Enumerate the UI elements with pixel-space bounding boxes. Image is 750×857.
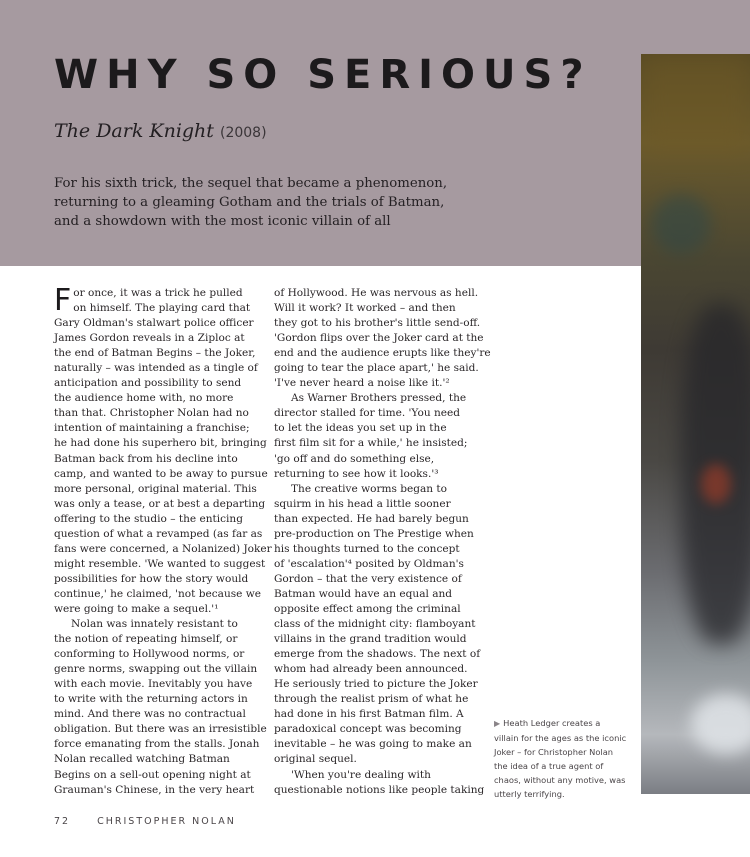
text-line: of 'escalation'⁴ posited by Oldman's <box>274 557 464 570</box>
text-line: to let the ideas you set up in the <box>274 422 447 435</box>
photo-caption <box>494 716 634 801</box>
text-line: possibilities for how the story would <box>54 572 249 585</box>
text-line: returning to see how it looks.'³ <box>274 467 439 480</box>
text-line: Gary Oldman's stalwart police officer <box>54 317 254 330</box>
text-line: than that. Christopher Nolan had no <box>54 407 249 420</box>
text-line: class of the midnight city: flamboyant <box>274 618 476 631</box>
text-line: intention of maintaining a franchise; <box>54 422 250 435</box>
text-line: whom had already been announced. <box>274 663 468 676</box>
caption-line <box>494 759 634 773</box>
text-line: obligation. But there was an irresistible <box>54 723 267 736</box>
page-footer <box>54 816 236 827</box>
text-line: 'I've never heard a noise like it.'² <box>274 377 450 390</box>
caption-line <box>494 745 634 759</box>
text-line: genre norms, swapping out the villain <box>54 663 258 676</box>
text-line: mind. And there was no contractual <box>54 708 246 721</box>
caption-text: utterly terrifying. <box>494 789 565 799</box>
text-line: the notion of repeating himself, or <box>54 633 238 646</box>
page-number: 72 <box>54 816 71 827</box>
caption-text: Joker – for Christopher Nolan <box>494 747 614 757</box>
column-1-text <box>54 283 272 798</box>
film-title <box>54 120 267 142</box>
caption-arrow-icon: ▶ <box>494 719 501 728</box>
text-line: his thoughts turned to the concept <box>274 542 460 555</box>
film-year: (2008) <box>219 125 267 141</box>
text-line: opposite effect among the criminal <box>274 602 461 615</box>
text-line: more personal, original material. This <box>54 482 257 495</box>
text-line: naturally – was intended as a tingle of <box>54 362 258 375</box>
text-line: Nolan recalled watching Batman <box>54 753 230 766</box>
text-line: on himself. The playing card that <box>73 302 251 315</box>
text-line: force emanating from the stalls. Jonah <box>54 738 260 751</box>
caption-line <box>494 787 634 801</box>
text-line: than expected. He had barely begun <box>274 512 469 525</box>
text-line: the end of Batman Begins – the Joker, <box>54 347 256 360</box>
body-column-2 <box>274 286 491 798</box>
page-title: WHY SO SERIOUS? <box>54 52 592 98</box>
text-line: of Hollywood. He was nervous as hell. <box>274 287 479 299</box>
text-line: first film sit for a while,' he insisted; <box>274 437 468 450</box>
caption-text: chaos, without any motive, was <box>494 775 626 785</box>
text-line: As Warner Brothers pressed, the <box>291 392 467 405</box>
text-line: Batman would have an equal and <box>274 587 453 600</box>
text-line: Will it work? It worked – and then <box>274 302 456 315</box>
text-line: might resemble. 'We wanted to suggest <box>54 557 266 570</box>
text-line: squirm in his head a little sooner <box>274 497 451 510</box>
text-line: offering to the studio – the enticing <box>54 512 243 525</box>
text-line: questionable notions like people taking <box>274 783 485 796</box>
text-line: He seriously tried to picture the Joker <box>274 678 478 691</box>
text-line: or once, it was a trick he pulled <box>73 287 243 299</box>
text-line: 'When you're dealing with <box>291 768 431 781</box>
text-line: inevitable – he was going to make an <box>274 738 472 751</box>
film-name: The Dark Knight <box>54 120 214 142</box>
text-line: James Gordon reveals in a Ziploc at <box>54 332 245 345</box>
body-column-1 <box>54 283 272 798</box>
text-line: had done in his first Batman film. A <box>274 708 464 721</box>
caption-text: the idea of a true agent of <box>494 761 604 771</box>
drop-cap: F <box>54 283 72 318</box>
text-line: end and the audience erupts like they're <box>274 347 491 360</box>
text-line: original sequel. <box>274 753 357 766</box>
text-line: going to tear the place apart,' he said. <box>274 362 479 375</box>
text-line: emerge from the shadows. The next of <box>274 648 481 661</box>
text-line: he had done his superhero bit, bringing <box>54 437 267 450</box>
caption-line <box>494 731 634 745</box>
caption-line <box>494 773 634 787</box>
caption-text: Heath Ledger creates a <box>503 718 601 728</box>
text-line: camp, and wanted to be away to pursue <box>54 467 268 480</box>
caption-text: villain for the ages as the iconic <box>494 733 627 743</box>
text-line: Gordon – that the very existence of <box>274 572 462 585</box>
text-line: pre-production on The Prestige when <box>274 527 474 540</box>
text-line: with each movie. Inevitably you have <box>54 678 253 691</box>
text-line: villains in the grand tradition would <box>274 633 467 646</box>
text-line: question of what a revamped (as far as <box>54 527 263 540</box>
text-line: Grauman's Chinese, in the very heart <box>54 783 255 796</box>
joker-photo <box>641 54 750 794</box>
text-line: through the realist prism of what he <box>274 693 469 706</box>
text-line: was only a tease, or at best a departing <box>54 497 266 510</box>
text-line: they got to his brother's little send-off. <box>274 317 481 330</box>
text-line: fans were concerned, a Nolanized) Joker <box>54 542 272 555</box>
text-line: 'Gordon flips over the Joker card at the <box>274 332 484 345</box>
running-title: CHRISTOPHER NOLAN <box>97 816 236 827</box>
text-line: The creative worms began to <box>291 482 448 495</box>
text-line: were going to make a sequel.'¹ <box>54 602 219 615</box>
text-line: continue,' he claimed, 'not because we <box>54 587 262 600</box>
text-line: director stalled for time. 'You need <box>274 407 461 420</box>
text-line: Begins on a sell-out opening night at <box>54 768 251 781</box>
text-line: paradoxical concept was becoming <box>274 723 462 736</box>
standfirst: For his sixth trick, the sequel that became a phenomenon, returning to a gleaming Gotham and the trials of Batman, and a showdown with the most iconic villain of all <box>54 176 448 229</box>
text-line: anticipation and possibility to send <box>54 377 242 390</box>
caption-line <box>494 716 634 731</box>
column-2-text <box>274 286 491 798</box>
text-line: the audience home with, no more <box>54 392 234 405</box>
text-line: to write with the returning actors in <box>54 693 248 706</box>
text-line: Batman back from his decline into <box>54 452 238 465</box>
text-line: 'go off and do something else, <box>274 452 435 465</box>
text-line: conforming to Hollywood norms, or <box>54 648 245 661</box>
text-line: Nolan was innately resistant to <box>71 618 238 631</box>
